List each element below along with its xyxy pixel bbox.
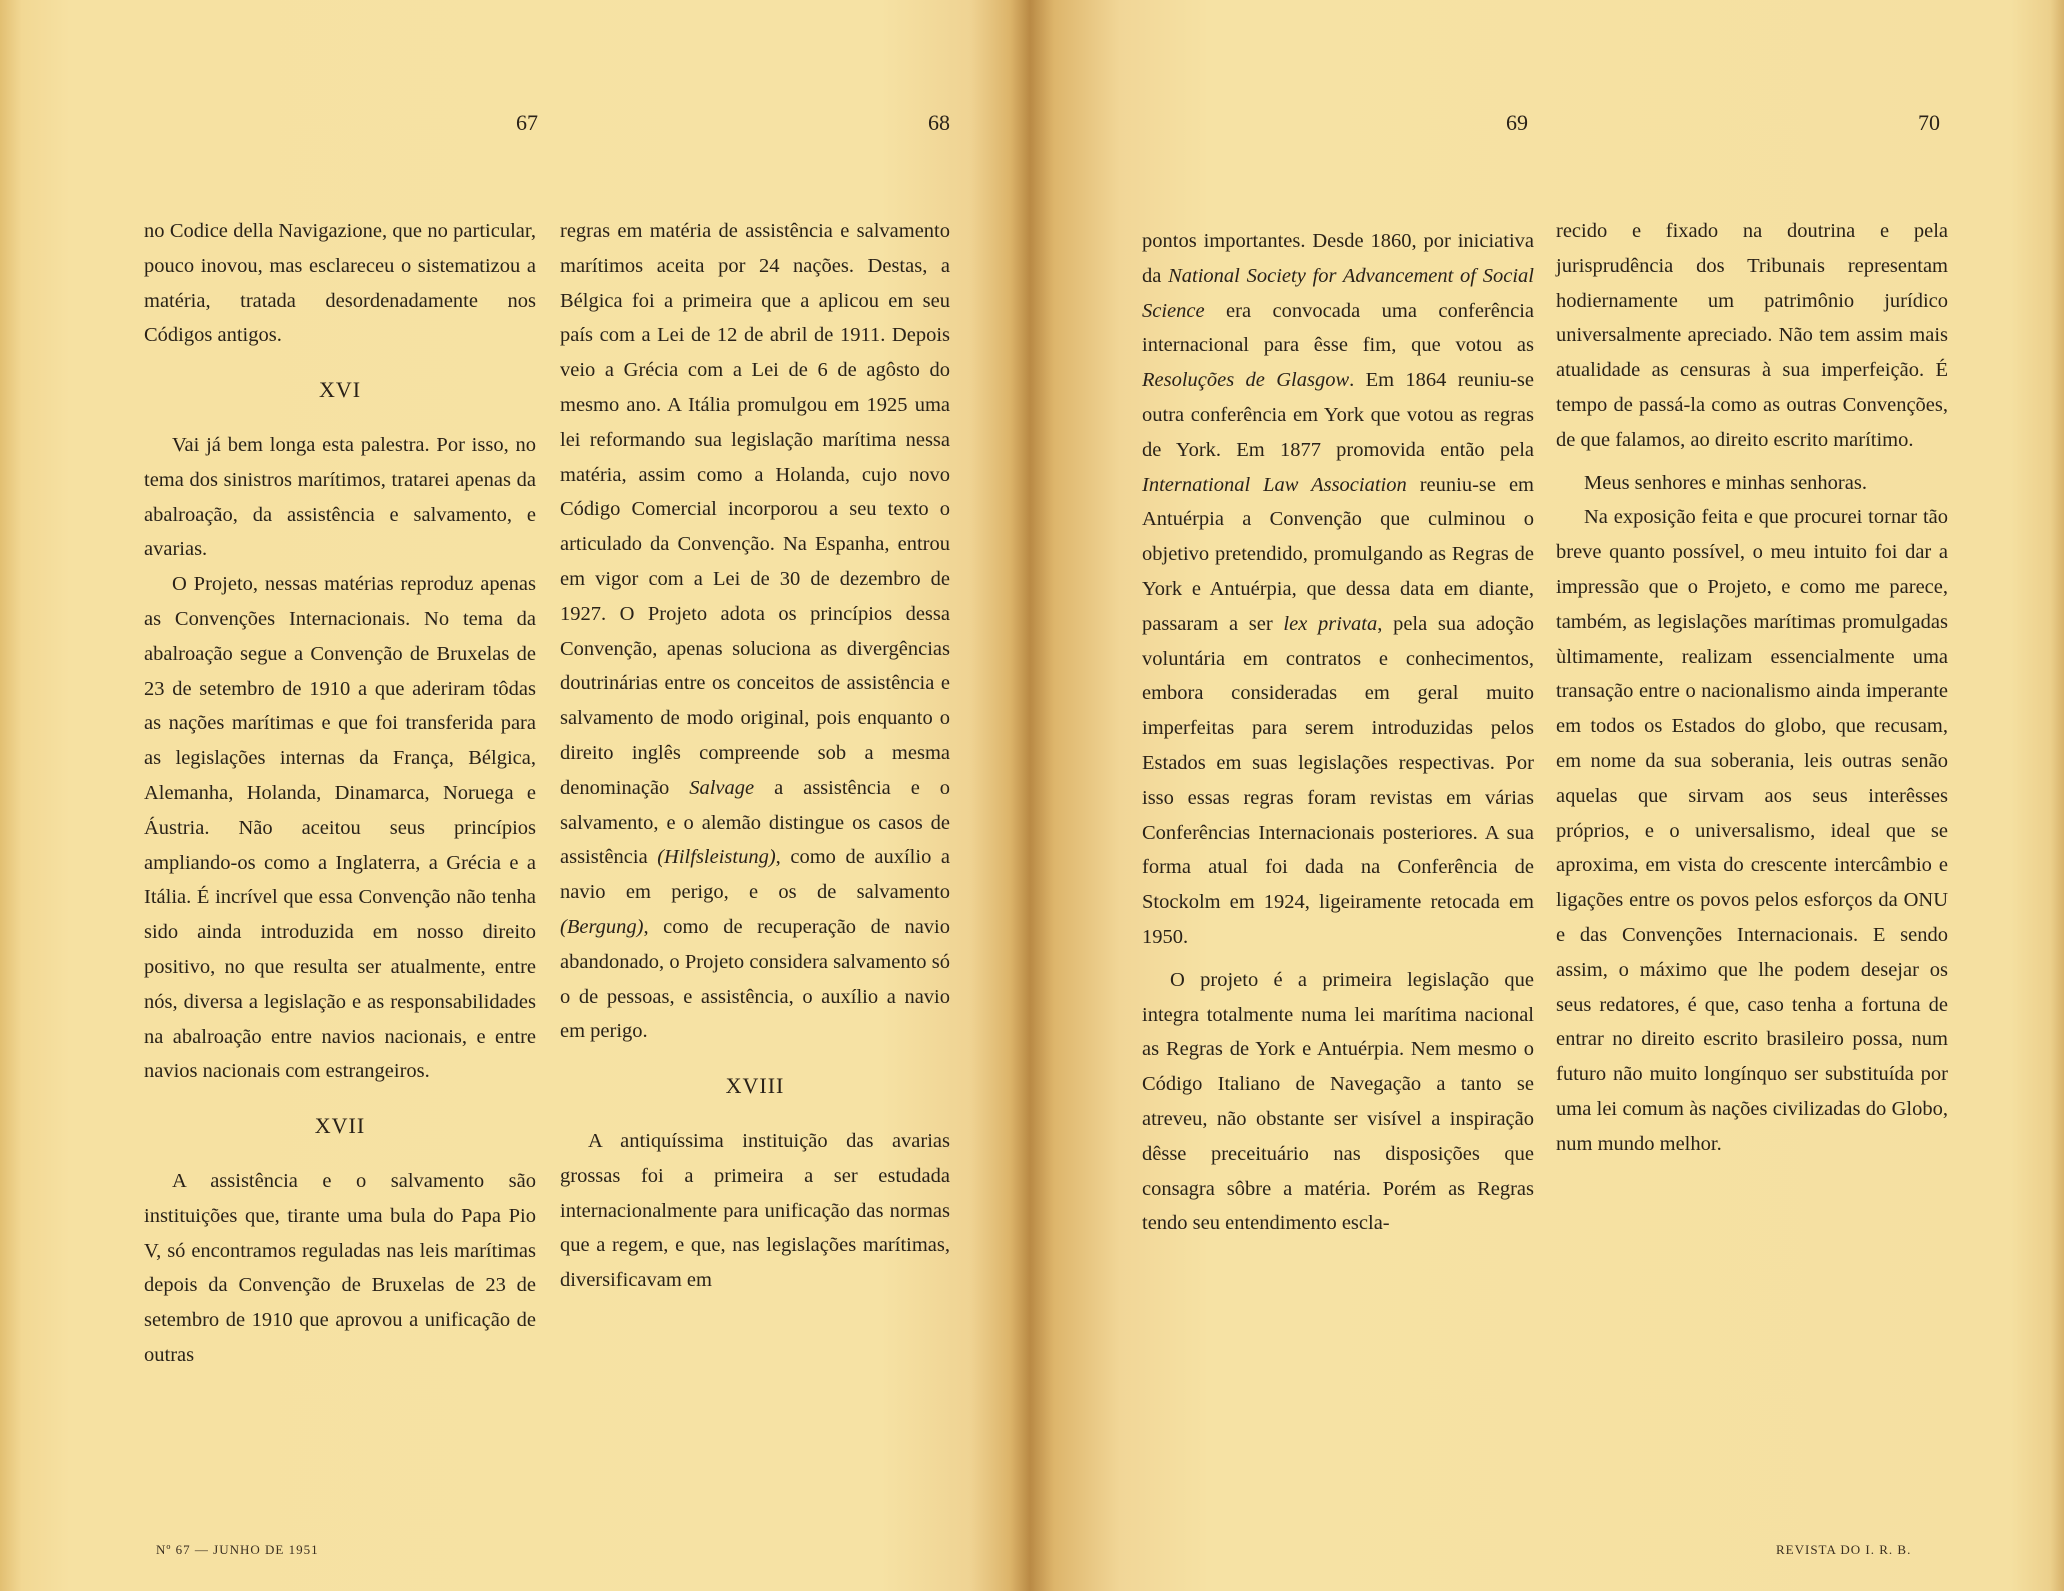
paragraph: recido e fixado na doutrina e pela jurisprudência dos Tribunais representam hodiernamente um patrimônio jurídico universalmente apreciado. Não tem assim mais atualidade as censuras à sua imperfeição. É tempo de passá-la como as outras Convenções, de que falamos, ao direito escrito marítimo. <box>1556 220 1948 451</box>
paragraph <box>1142 224 1534 955</box>
section-heading-xvii: XVII <box>314 1113 366 1139</box>
paragraph: Meus senhores e minhas senhoras. <box>1584 471 1867 494</box>
page-number-69: 69 <box>1506 110 1528 135</box>
italic-term: Salvage <box>689 776 755 799</box>
text-run: . Em 1864 reuniu-se outra conferência em York que votou as regras de York. Em 1877 promovida então pela <box>1142 369 1534 461</box>
text-run: regras em matéria de assistência e salvamento marítimos aceita por 24 nações. Destas, a Bélgica foi a primeira que a aplicou em seu país com a Lei de 12 de abril de 1911. Depois veio a Grécia com a Lei de 6 de agôsto do mesmo ano. A Itália promulgou em 1925 uma lei reformando sua legislação marítima nessa matéria, assim como a Holanda, cujo novo Código Comercial incorporou a seu texto o articulado da Convenção. Na Espanha, entrou em vigor com a Lei de 30 de dezembro de 1927. O Projeto adota os princípios dessa Convenção, apenas soluciona as divergências doutrinárias entre os conceitos de assistência e salvamento de modo original, pois enquanto o direito inglês compreende sob a mesma denominação <box>560 220 950 799</box>
section-heading-xvi: XVI <box>318 377 362 403</box>
italic-term: National Society for Advancement of Social Science <box>1142 264 1534 322</box>
paragraph: A antiquíssima instituição das avarias grossas foi a primeira a ser estudada internacionalmente para unificação das normas que a regem, e que, nas legislações marítimas, diversificavam em <box>560 1129 950 1292</box>
paragraph: Vai já bem longa esta palestra. Por isso, no tema dos sinistros marítimos, tratarei apenas da abalroação, da assistência e salvamento, e avarias. <box>144 433 536 561</box>
italic-term: International Law Association <box>1142 473 1407 496</box>
footer-issue: Nº 67 — JUNHO DE 1951 <box>156 1542 319 1557</box>
text-run: , como de recuperação de navio abandonado, o Projeto considera salvamento só o de pessoas, e assistência, o auxílio a navio em perigo. <box>560 915 950 1043</box>
text-run: reuniu-se em Antuérpia a Convenção que culminou o objetivo pretendido, promulgando as Regras de York e Antuérpia, que dessa data em diante, passaram a ser <box>1142 473 1534 635</box>
text-run: , pela sua adoção voluntária em contratos e conhecimentos, embora consideradas em geral muito imperfeitas para serem introduzidas pelos Estados em suas legislações respectivas. Por isso essas regras foram revistas em várias Conferências Internacionais posteriores. A sua forma atual foi dada na Conferência de Stockolm em 1924, ligeiramente retocada em 1950. <box>1142 612 1534 948</box>
italic-term: Resoluções de Glasgow <box>1142 369 1350 392</box>
column-page-69 <box>1142 224 1534 1241</box>
text-run: , como de auxílio a navio em perigo, e os de salvamento <box>560 846 950 904</box>
page-number-68: 68 <box>928 110 950 135</box>
column-page-67 <box>144 214 536 1373</box>
italic-term: (Bergung) <box>560 915 644 938</box>
italic-term: (Hilfsleistung) <box>657 846 776 869</box>
text-run: a assistência e o salvamento, e o alemão distingue os casos de assistência <box>560 776 950 869</box>
page-number-67: 67 <box>516 110 538 135</box>
column-page-68 <box>560 214 950 1298</box>
section-heading-xviii: XVIII <box>725 1073 785 1099</box>
paragraph: no Codice della Navigazione, que no particular, pouco inovou, mas esclareceu o sistematizou a matéria, tratada desordenadamente nos Códigos antigos. <box>144 220 536 347</box>
paragraph: O projeto é a primeira legislação que integra totalmente numa lei marítima nacional as Regras de York e Antuérpia. Nem mesmo o Código Italiano de Navegação a tanto se atreveu, não obstante ser visível a inspiração dêsse preceituário nas disposições que consagra sôbre a matéria. Porém as Regras tendo seu entendimento escla- <box>1142 968 1534 1235</box>
page-number-70: 70 <box>1918 110 1940 135</box>
text-run: era convocada uma conferência internacional para êsse fim, que votou as <box>1142 299 1534 357</box>
paragraph: A assistência e o salvamento são instituições que, tirante uma bula do Papa Pio V, só encontramos reguladas nas leis marítimas depois da Convenção de Bruxelas de 23 de setembro de 1910 que aprovou a unificação de outras <box>144 1169 536 1366</box>
paragraph: O Projeto, nessas matérias reproduz apenas as Convenções Internacionais. No tema da abalroação segue a Convenção de Bruxelas de 23 de setembro de 1910 a que aderiram tôdas as nações marítimas e que foi transferida para as legislações internas da França, Bélgica, Alemanha, Holanda, Dinamarca, Noruega e Áustria. Não aceitou seus princípios ampliando-os como a Inglaterra, a Grécia e a Itália. É incrível que essa Convenção não tenha sido ainda introduzida em nosso direito positivo, no que resulta ser atualmente, entre nós, diversa a legislação e as responsabilidades na abalroação entre navios nacionais, e entre navios nacionais com estrangeiros. <box>144 573 536 1083</box>
column-page-70 <box>1556 214 1948 1162</box>
paragraph <box>560 214 950 1049</box>
footer-journal: REVISTA DO I. R. B. <box>1776 1542 1912 1557</box>
paragraph: Na exposição feita e que procurei tornar tão breve quanto possível, o meu intuito foi dar a impressão que o Projeto, e como me parece, também, as legislações marítimas promulgadas ùltimamente, realizam essencialmente uma transação entre o nacionalismo ainda imperante em todos os Estados do globo, que recusam, em nome da sua soberania, leis outras senão aquelas que sirvam aos seus interêsses próprios, e o universalismo, ideal que se aproxima, em vista do crescente intercâmbio e ligações entre os povos pelos esforços da ONU e das Convenções Internacionais. E sendo assim, o máximo que lhe podem desejar os seus redatores, é que, caso tenha a fortuna de entrar no direito escrito brasileiro possa, num futuro não muito longínquo ser substituída por uma lei comum às nações civilizadas do Globo, num mundo melhor. <box>1556 506 1948 1155</box>
left-page <box>0 0 1030 1591</box>
text-run: pontos importantes. Desde 1860, por iniciativa da <box>1142 230 1534 287</box>
italic-term: lex privata <box>1283 612 1378 635</box>
right-page <box>1030 0 2064 1591</box>
